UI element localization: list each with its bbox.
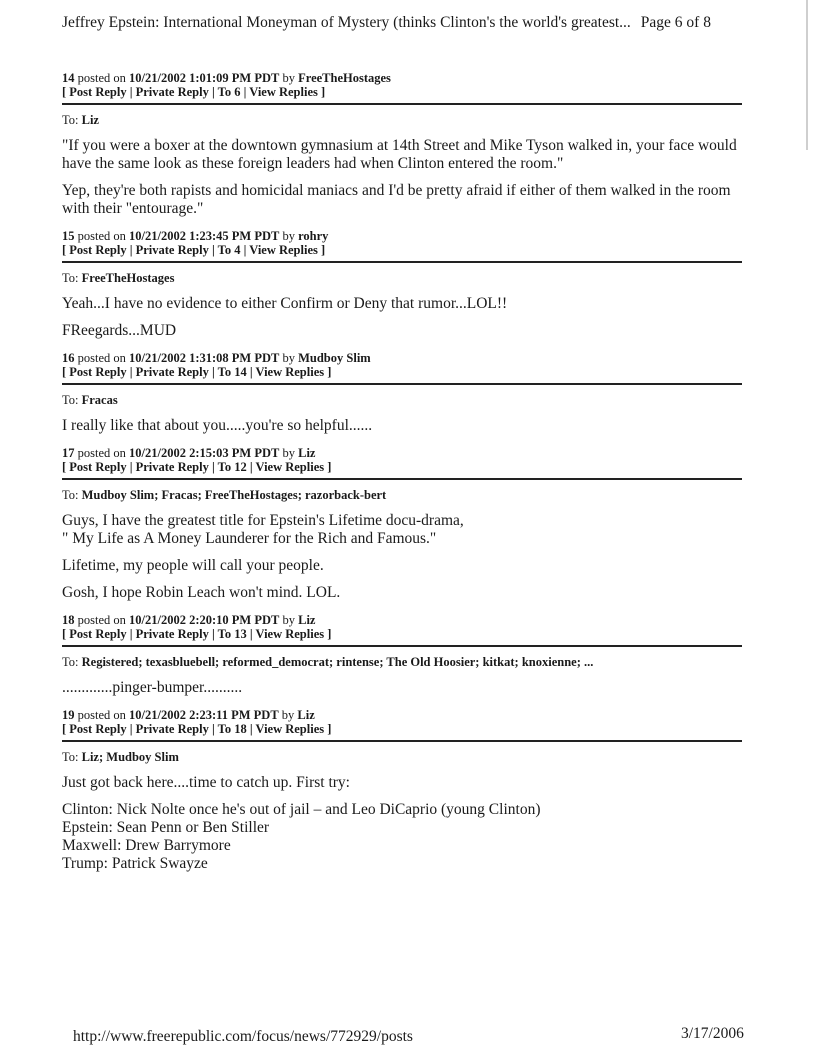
post-date: 10/21/2002 1:23:45 PM PDT — [129, 229, 280, 243]
view-replies-link[interactable]: View Replies — [255, 460, 325, 474]
post — [62, 446, 742, 602]
post-paragraph: Just got back here....time to catch up. First try: — [62, 774, 350, 791]
to-post-link[interactable]: To 12 — [217, 460, 247, 474]
post-reply-link[interactable]: Post Reply — [69, 627, 127, 641]
view-replies-link[interactable]: View Replies — [255, 722, 325, 736]
post-meta — [62, 708, 742, 722]
post — [62, 229, 742, 340]
post-reply-link[interactable]: Post Reply — [69, 85, 127, 99]
post-date: 10/21/2002 2:23:11 PM PDT — [129, 708, 279, 722]
post-body — [62, 295, 742, 340]
post-recipients — [62, 113, 742, 128]
post-divider — [62, 740, 742, 742]
post-date: 10/21/2002 1:01:09 PM PDT — [129, 71, 280, 85]
private-reply-link[interactable]: Private Reply — [135, 722, 209, 736]
post-meta — [62, 351, 742, 365]
recipient-names[interactable]: Liz; Mudboy Slim — [81, 750, 179, 764]
post-meta — [62, 229, 742, 243]
post-meta — [62, 71, 742, 85]
post-divider — [62, 478, 742, 480]
by-label: by — [281, 708, 295, 722]
post-meta — [62, 446, 742, 460]
post — [62, 708, 742, 873]
private-reply-link[interactable]: Private Reply — [135, 460, 209, 474]
to-post-link[interactable]: To 14 — [217, 365, 247, 379]
posted-on-label: posted on — [77, 71, 126, 85]
post-divider — [62, 261, 742, 263]
post-paragraph: Gosh, I hope Robin Leach won't mind. LOL. — [62, 584, 341, 601]
posted-on-label: posted on — [77, 446, 126, 460]
recipient-names[interactable]: Liz — [81, 113, 99, 127]
post-author[interactable]: Liz — [298, 613, 316, 627]
post-paragraph: I really like that about you.....you're so helpful...... — [62, 417, 373, 434]
post-divider — [62, 103, 742, 105]
post-recipients — [62, 488, 742, 503]
post-author[interactable]: rohry — [298, 229, 329, 243]
private-reply-link[interactable]: Private Reply — [135, 85, 209, 99]
posted-on-label: posted on — [77, 708, 126, 722]
post — [62, 613, 742, 697]
post-body — [62, 774, 742, 873]
to-post-link[interactable]: To 4 — [217, 243, 241, 257]
post-paragraph: Lifetime, my people will call your people. — [62, 557, 324, 574]
post-number: 19 — [62, 708, 75, 722]
by-label: by — [282, 71, 295, 85]
to-post-link[interactable]: To 6 — [217, 85, 241, 99]
post-date: 10/21/2002 2:20:10 PM PDT — [129, 613, 280, 627]
post-date: 10/21/2002 2:15:03 PM PDT — [129, 446, 280, 460]
post-body — [62, 512, 742, 602]
post-paragraph: FReegards...MUD — [62, 322, 177, 339]
post-reply-link[interactable]: Post Reply — [69, 365, 127, 379]
view-replies-link[interactable]: View Replies — [249, 85, 318, 99]
post-recipients — [62, 750, 742, 765]
post-author[interactable]: FreeTheHostages — [298, 71, 391, 85]
post-paragraph: "If you were a boxer at the downtown gymnasium at 14th Street and Mike Tyson walked in, your face would have the same look as these foreign leaders had when Clinton entered the room." — [62, 137, 737, 172]
post-reply-link[interactable]: Post Reply — [69, 243, 127, 257]
private-reply-link[interactable]: Private Reply — [135, 243, 209, 257]
to-label: To: — [62, 750, 79, 764]
post-paragraph: Yep, they're both rapists and homicidal maniacs and I'd be pretty afraid if either of them walked in the room with their "entourage." — [62, 182, 731, 217]
posted-on-label: posted on — [77, 229, 126, 243]
post-actions: [ Post Reply | Private Reply | To 4 | View Replies ] — [62, 243, 326, 257]
post-number: 17 — [62, 446, 75, 460]
post-actions: [ Post Reply | Private Reply | To 12 | View Replies ] — [62, 460, 332, 474]
post-number: 18 — [62, 613, 75, 627]
posted-on-label: posted on — [77, 351, 126, 365]
post — [62, 71, 742, 218]
post-paragraph: Guys, I have the greatest title for Epstein's Lifetime docu-drama, " My Life as A Money Launderer for the Rich and Famous." — [62, 512, 464, 547]
post-list — [62, 71, 742, 873]
post-meta — [62, 613, 742, 627]
post — [62, 351, 742, 435]
to-post-link[interactable]: To 18 — [217, 722, 247, 736]
post-divider — [62, 645, 742, 647]
to-post-link[interactable]: To 13 — [217, 627, 247, 641]
footer-url[interactable]: http://www.freerepublic.com/focus/news/772929/posts — [73, 1028, 413, 1045]
post-body — [62, 137, 742, 218]
post-divider — [62, 383, 742, 385]
by-label: by — [282, 446, 295, 460]
footer-date: 3/17/2006 — [681, 1025, 744, 1042]
private-reply-link[interactable]: Private Reply — [135, 365, 209, 379]
recipient-names[interactable]: Fracas — [81, 393, 118, 407]
post-recipients — [62, 393, 742, 408]
page-header — [62, 14, 711, 32]
recipient-names[interactable]: FreeTheHostages — [81, 271, 175, 285]
by-label: by — [282, 351, 295, 365]
post-author[interactable]: Liz — [298, 446, 316, 460]
post-actions: [ Post Reply | Private Reply | To 6 | View Replies ] — [62, 85, 326, 99]
post-body — [62, 417, 742, 435]
post-paragraph: Yeah...I have no evidence to either Confirm or Deny that rumor...LOL!! — [62, 295, 508, 312]
post-reply-link[interactable]: Post Reply — [69, 460, 127, 474]
post-actions: [ Post Reply | Private Reply | To 14 | View Replies ] — [62, 365, 332, 379]
to-label: To: — [62, 113, 79, 127]
view-replies-link[interactable]: View Replies — [255, 365, 325, 379]
to-label: To: — [62, 393, 79, 407]
post-number: 14 — [62, 71, 75, 85]
post-reply-link[interactable]: Post Reply — [69, 722, 127, 736]
to-label: To: — [62, 655, 79, 669]
post-recipients — [62, 655, 742, 670]
to-label: To: — [62, 271, 79, 285]
view-replies-link[interactable]: View Replies — [255, 627, 325, 641]
view-replies-link[interactable]: View Replies — [249, 243, 318, 257]
to-label: To: — [62, 488, 79, 502]
private-reply-link[interactable]: Private Reply — [135, 627, 209, 641]
recipient-names[interactable]: Registered; texasbluebell; reformed_democrat; rintense; The Old Hoosier; kitkat; knoxienne; ... — [81, 655, 594, 669]
post-paragraph: .............pinger-bumper.......... — [62, 679, 243, 696]
posted-on-label: posted on — [77, 613, 126, 627]
post-body — [62, 679, 742, 697]
post-author[interactable]: Mudboy Slim — [298, 351, 371, 365]
margin-mark — [806, 0, 808, 150]
post-number: 15 — [62, 229, 75, 243]
post-date: 10/21/2002 1:31:08 PM PDT — [129, 351, 280, 365]
recipient-names[interactable]: Mudboy Slim; Fracas; FreeTheHostages; razorback-bert — [81, 488, 387, 502]
post-number: 16 — [62, 351, 75, 365]
by-label: by — [282, 229, 295, 243]
post-actions: [ Post Reply | Private Reply | To 13 | View Replies ] — [62, 627, 332, 641]
post-author[interactable]: Liz — [297, 708, 315, 722]
post-recipients — [62, 271, 742, 286]
page-number: Page 6 of 8 — [640, 14, 711, 31]
by-label: by — [282, 613, 295, 627]
page-title: Jeffrey Epstein: International Moneyman of Mystery (thinks Clinton's the world's greatest... — [62, 14, 631, 31]
post-actions: [ Post Reply | Private Reply | To 18 | View Replies ] — [62, 722, 332, 736]
post-paragraph: Clinton: Nick Nolte once he's out of jail – and Leo DiCaprio (young Clinton) Epstein: Sean Penn or Ben Stiller Maxwell: Drew Barrymore Trump: Patrick Swayze — [62, 801, 541, 872]
